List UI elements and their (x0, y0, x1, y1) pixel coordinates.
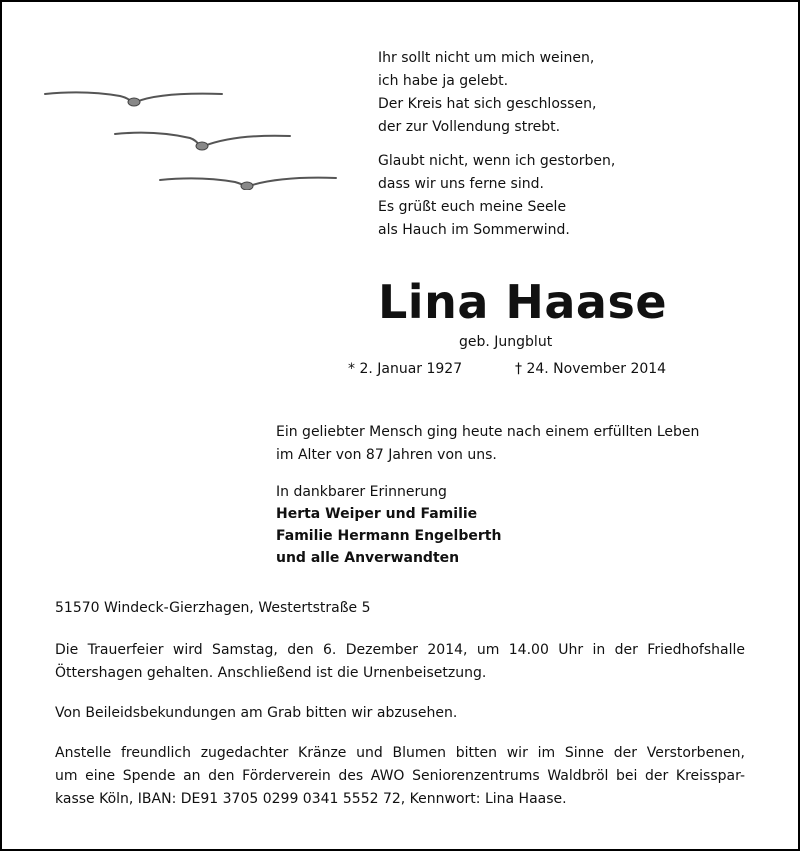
poem-line: Ihr sollt nicht um mich weinen, (378, 50, 595, 66)
donation-line: um eine Spende an den Förderverein des AWO Seniorenzentrums Waldbröl bei der Kreisspar- (55, 768, 745, 784)
funeral-info (55, 639, 745, 685)
address (55, 597, 745, 620)
mourner-name: Familie Hermann Engelberth (276, 528, 502, 544)
death-date: † 24. November 2014 (515, 361, 667, 377)
poem-stanza-1 (378, 47, 615, 139)
bird-icon (115, 133, 290, 150)
tribute-text (276, 421, 699, 467)
poem-line: Der Kreis hat sich geschlossen, (378, 96, 597, 112)
maiden-name: geb. Jungblut (459, 334, 553, 350)
poem-line: der zur Vollendung strebt. (378, 119, 561, 135)
birds-illustration (40, 80, 350, 190)
condolence-note (55, 702, 745, 725)
mourners-block (276, 481, 501, 569)
poem-line: als Hauch im Sommerwind. (378, 222, 570, 238)
poem (378, 47, 615, 242)
condolence-line: Von Beileidsbekundungen am Grab bitten wir abzusehen. (55, 705, 458, 721)
funeral-line: Die Trauerfeier wird Samstag, den 6. Dezember 2014, um 14.00 Uhr in der Friedhofshalle (55, 642, 745, 658)
tribute-line: Ein geliebter Mensch ging heute nach einem erfüllten Leben (276, 424, 700, 440)
mourner-name: und alle Anverwandten (276, 550, 460, 566)
address-line: 51570 Windeck-Gierzhagen, Westertstraße 5 (55, 600, 371, 616)
poem-line: ich habe ja gelebt. (378, 73, 509, 89)
tribute-line: im Alter von 87 Jahren von uns. (276, 447, 497, 463)
donation-line: kasse Köln, IBAN: DE91 3705 0299 0341 5552 72, Kennwort: Lina Haase. (55, 791, 567, 807)
mourner-name: Herta Weiper und Familie (276, 506, 478, 522)
poem-line: dass wir uns ferne sind. (378, 176, 544, 192)
mourners-intro: In dankbarer Erinnerung (276, 484, 447, 500)
poem-line: Es grüßt euch meine Seele (378, 199, 567, 215)
donation-line: Anstelle freundlich zugedachter Kränze und Blumen bitten wir im Sinne der Verstorbenen, (55, 745, 745, 761)
life-dates (348, 359, 667, 379)
funeral-line: Öttershagen gehalten. Anschließend ist die Urnenbeisetzung. (55, 665, 487, 681)
poem-line: Glaubt nicht, wenn ich gestorben, (378, 153, 616, 169)
birth-date: * 2. Januar 1927 (348, 361, 463, 377)
bird-icon (160, 178, 336, 190)
donation-info (55, 742, 745, 811)
bird-icon (45, 92, 222, 106)
deceased-name: Lina Haase (378, 275, 668, 329)
poem-stanza-2 (378, 150, 615, 242)
